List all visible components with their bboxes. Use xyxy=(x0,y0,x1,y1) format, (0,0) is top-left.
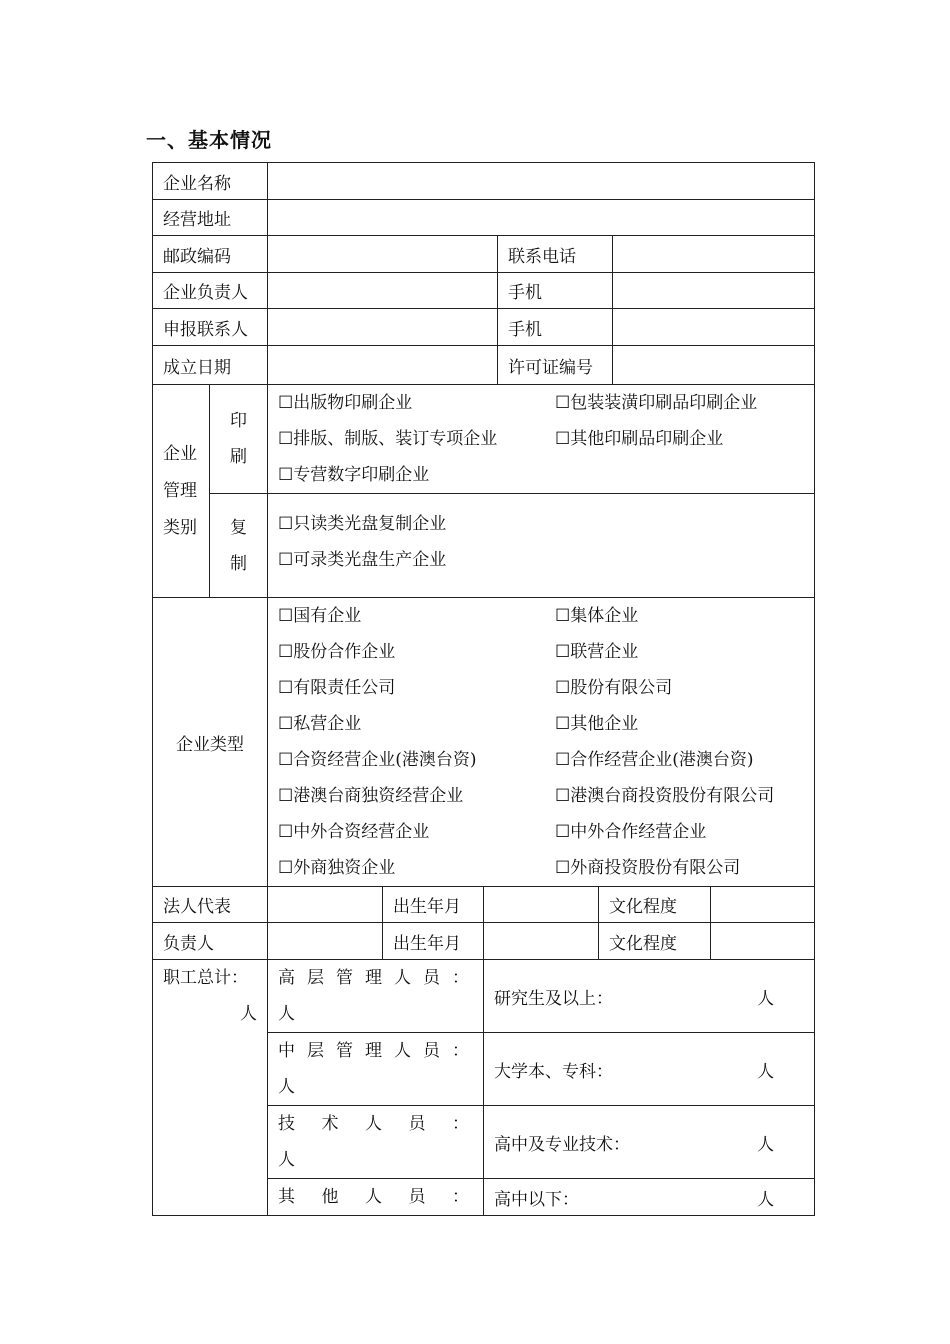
mgmt-label-line: 管理 xyxy=(163,480,197,501)
tech-staff-cell[interactable] xyxy=(268,1106,484,1179)
level-char: 理 xyxy=(365,1041,382,1061)
option-checkbox[interactable]: ☐港澳台商投资股份有限公司 xyxy=(555,786,775,806)
option-checkbox[interactable]: ☐包装装潢印刷品印刷企业 xyxy=(555,393,758,413)
edu-label: 大学本、专科： xyxy=(494,1061,613,1082)
legal-rep-birth-field[interactable] xyxy=(484,887,599,923)
edu-unit: 人 xyxy=(757,1061,775,1082)
mgmt-label-line: 企业 xyxy=(163,443,197,464)
phone-label: 联系电话 xyxy=(498,236,613,273)
principal-field[interactable] xyxy=(268,923,383,960)
edu-highschool-tech-cell[interactable] xyxy=(484,1106,815,1179)
print-label-char: 印 xyxy=(230,411,247,431)
level-char: 管 xyxy=(336,968,353,988)
option-checkbox[interactable]: ☐可录类光盘生产企业 xyxy=(278,550,447,570)
principal-label: 负责人 xyxy=(153,923,268,960)
address-field[interactable] xyxy=(268,200,815,236)
edu-label: 高中及专业技术： xyxy=(494,1134,630,1155)
level-char: ： xyxy=(452,968,469,988)
level-char: 理 xyxy=(365,968,382,988)
basic-info-form xyxy=(152,162,815,1216)
level-unit: 人 xyxy=(278,1077,295,1097)
education-label: 文化程度 xyxy=(599,887,711,923)
staff-total-unit: 人 xyxy=(240,1004,257,1024)
phone-field[interactable] xyxy=(613,236,815,273)
principal-birth-field[interactable] xyxy=(484,923,599,960)
company-name-field[interactable] xyxy=(268,163,815,200)
option-checkbox[interactable]: ☐股份有限公司 xyxy=(555,678,673,698)
option-checkbox[interactable]: ☐其他印刷品印刷企业 xyxy=(555,429,724,449)
level-char: 人 xyxy=(394,968,411,988)
education-label: 文化程度 xyxy=(599,923,711,960)
edu-college-cell[interactable] xyxy=(484,1033,815,1106)
principal-education-field[interactable] xyxy=(711,923,815,960)
edu-label: 高中以下： xyxy=(494,1189,579,1210)
founded-field[interactable] xyxy=(268,346,498,385)
option-checkbox[interactable]: ☐出版物印刷企业 xyxy=(278,393,413,413)
level-char: 技 xyxy=(278,1114,295,1134)
option-checkbox[interactable]: ☐私营企业 xyxy=(278,714,362,734)
license-label: 许可证编号 xyxy=(498,346,613,385)
mobile-label: 手机 xyxy=(498,309,613,346)
edu-label: 研究生及以上： xyxy=(494,988,613,1009)
staff-total-label: 职工总计： xyxy=(163,968,248,988)
print-label xyxy=(210,385,268,494)
section-title: 一、基本情况 xyxy=(146,128,272,152)
level-char: 员 xyxy=(408,1114,426,1134)
head-label: 企业负责人 xyxy=(153,273,268,309)
birth-label: 出生年月 xyxy=(383,923,484,960)
level-char: 员 xyxy=(423,1041,440,1061)
option-checkbox[interactable]: ☐外商投资股份有限公司 xyxy=(555,858,741,878)
copy-label-char: 制 xyxy=(230,553,247,574)
option-checkbox[interactable]: ☐有限责任公司 xyxy=(278,678,396,698)
option-checkbox[interactable]: ☐股份合作企业 xyxy=(278,642,396,662)
option-checkbox[interactable]: ☐合资经营企业(港澳台资) xyxy=(278,750,477,770)
level-char: 人 xyxy=(394,1041,411,1061)
option-checkbox[interactable]: ☐中外合作经营企业 xyxy=(555,822,707,842)
option-checkbox[interactable]: ☐合作经营企业(港澳台资) xyxy=(555,750,754,770)
option-checkbox[interactable]: ☐只读类光盘复制企业 xyxy=(278,514,447,534)
option-checkbox[interactable]: ☐联营企业 xyxy=(555,642,639,662)
edu-postgrad-cell[interactable] xyxy=(484,960,815,1033)
level-char: 层 xyxy=(307,1041,324,1061)
license-field[interactable] xyxy=(613,346,815,385)
option-checkbox[interactable]: ☐其他企业 xyxy=(555,714,639,734)
head-field[interactable] xyxy=(268,273,498,309)
middle-staff-cell[interactable] xyxy=(268,1033,484,1106)
edu-unit: 人 xyxy=(757,1134,775,1155)
level-char: 高 xyxy=(278,968,295,988)
senior-staff-cell[interactable] xyxy=(268,960,484,1033)
founded-label: 成立日期 xyxy=(153,346,268,385)
company-name-label: 企业名称 xyxy=(153,163,268,200)
copy-label xyxy=(210,494,268,598)
level-char: 人 xyxy=(365,1114,382,1134)
level-unit: 人 xyxy=(278,1004,295,1024)
copy-options xyxy=(268,494,815,598)
option-checkbox[interactable]: ☐排版、制版、装订专项企业 xyxy=(278,429,498,449)
level-char: 员 xyxy=(408,1187,426,1207)
legal-rep-education-field[interactable] xyxy=(711,887,815,923)
option-checkbox[interactable]: ☐国有企业 xyxy=(278,606,362,626)
applicant-mobile-field[interactable] xyxy=(613,309,815,346)
other-staff-cell[interactable] xyxy=(268,1179,484,1216)
legal-rep-label: 法人代表 xyxy=(153,887,268,923)
level-char: 他 xyxy=(321,1187,339,1207)
option-checkbox[interactable]: ☐专营数字印刷企业 xyxy=(278,465,430,485)
applicant-label: 申报联系人 xyxy=(153,309,268,346)
mgmt-label-line: 类别 xyxy=(163,517,197,538)
level-unit: 人 xyxy=(278,1150,295,1170)
level-char: 管 xyxy=(336,1041,353,1061)
staff-total xyxy=(153,960,268,1216)
edu-below-highschool-cell[interactable] xyxy=(484,1179,815,1216)
print-label-char: 刷 xyxy=(230,447,247,467)
option-checkbox[interactable]: ☐港澳台商独资经营企业 xyxy=(278,786,464,806)
copy-label-char: 复 xyxy=(230,517,247,538)
level-char: 人 xyxy=(365,1187,382,1207)
postcode-field[interactable] xyxy=(268,236,498,273)
legal-rep-field[interactable] xyxy=(268,887,383,923)
option-checkbox[interactable]: ☐中外合资经营企业 xyxy=(278,822,430,842)
level-char: ： xyxy=(452,1114,469,1134)
level-char: 其 xyxy=(278,1187,295,1207)
level-char: 层 xyxy=(307,968,324,988)
mobile-label: 手机 xyxy=(498,273,613,309)
level-char: 术 xyxy=(321,1114,339,1134)
mgmt-category-label xyxy=(153,385,210,598)
applicant-field[interactable] xyxy=(268,309,498,346)
enterprise-type-options xyxy=(268,598,815,887)
level-char: 中 xyxy=(278,1041,295,1061)
head-mobile-field[interactable] xyxy=(613,273,815,309)
level-char: ： xyxy=(452,1187,469,1207)
option-checkbox[interactable]: ☐外商独资企业 xyxy=(278,858,396,878)
address-label: 经营地址 xyxy=(153,200,268,236)
enterprise-type-label: 企业类型 xyxy=(153,598,268,887)
edu-unit: 人 xyxy=(757,988,775,1009)
birth-label: 出生年月 xyxy=(383,887,484,923)
postcode-label: 邮政编码 xyxy=(153,236,268,273)
option-checkbox[interactable]: ☐集体企业 xyxy=(555,606,639,626)
edu-unit: 人 xyxy=(757,1189,775,1210)
level-char: ： xyxy=(452,1041,469,1061)
level-char: 员 xyxy=(423,968,440,988)
print-options xyxy=(268,385,815,494)
